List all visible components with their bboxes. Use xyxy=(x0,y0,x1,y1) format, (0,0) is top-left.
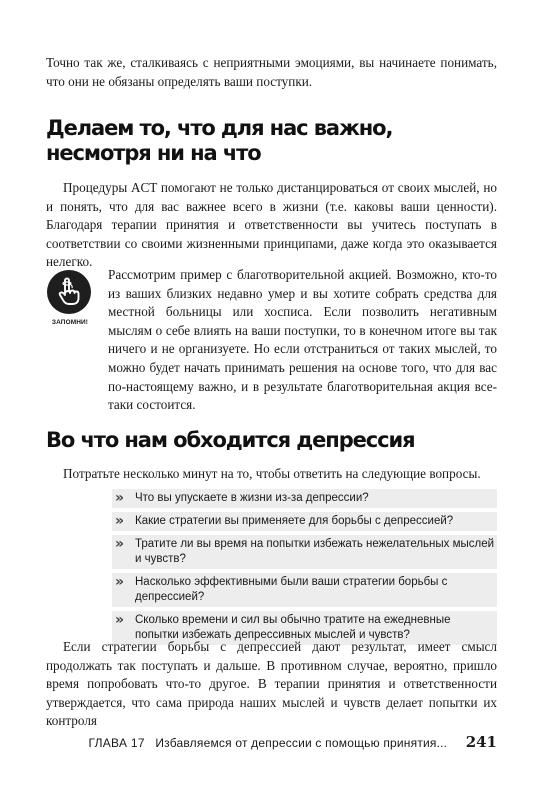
list-item xyxy=(112,535,497,569)
footer-chapter-title: Избавляемся от депрессии с помощью принятия... xyxy=(155,736,448,750)
footer-chapter: ГЛАВА 17 xyxy=(88,736,145,750)
bullet-chevron-icon: » xyxy=(115,536,125,552)
remember-callout-icon-block xyxy=(44,270,94,326)
list-item xyxy=(112,489,497,508)
bullet-chevron-icon: » xyxy=(115,574,125,590)
values-paragraph xyxy=(46,179,497,272)
intro-text: Точно так же, сталкиваясь с неприятными эмоциями, вы начинаете понимать, что они не обязаны определять ваши поступки. xyxy=(46,55,497,89)
questions-list xyxy=(112,489,497,649)
remember-label: ЗАПОМНИ! xyxy=(51,319,89,326)
question-text: Насколько эффективными были ваши стратегии борьбы с депрессией? xyxy=(135,576,448,603)
questions-lead xyxy=(46,465,497,484)
heading-line-2: несмотря ни на что xyxy=(46,141,261,165)
bullet-chevron-icon: » xyxy=(115,612,125,628)
bullet-chevron-icon: » xyxy=(115,490,125,506)
section-heading-values xyxy=(46,116,392,166)
questions-lead-text: Потратьте несколько минут на то, чтобы ответить на следующие вопросы. xyxy=(63,466,481,481)
question-text: Какие стратегии вы применяете для борьбы с депрессией? xyxy=(135,515,454,527)
values-text: Процедуры ACT помогают не только дистанцироваться от своих мыслей, но и понять, что для вас важнее всего в жизни (т.е. каковы ваши ценности). Благодаря терапии принятия и ответственности вы учитесь поступать в соответствии со своими жизненными принципами, даже когда это оказывается нелегко. xyxy=(46,180,497,270)
list-item xyxy=(112,512,497,531)
heading-line-1: Делаем то, что для нас важно, xyxy=(46,116,393,140)
strategies-text: Если стратегии борьбы с депрессией дают результат, имеет смысл продолжать так поступать и дальше. В противном случае, вероятно, пришло время попробовать что-то другое. В терапии принятия и ответственности утверждается, что сама природа наших мыслей и чувств делает попытки их контроля xyxy=(46,639,497,729)
intro-paragraph xyxy=(46,54,497,91)
remember-paragraph xyxy=(108,266,497,415)
question-text: Тратите ли вы время на попытки избежать нежелательных мыслей и чувств? xyxy=(135,538,495,565)
question-text: Сколько времени и сил вы обычно тратите на ежедневные попытки избежать депрессивных мыслей и чувств? xyxy=(135,614,451,641)
section-heading-depression-cost: Во что нам обходится депрессия xyxy=(46,428,415,452)
page-footer xyxy=(0,733,497,752)
page-number: 241 xyxy=(465,733,497,751)
question-text: Что вы упускаете в жизни из-за депрессии? xyxy=(135,492,369,504)
bullet-chevron-icon: » xyxy=(115,513,125,529)
remember-text: Рассмотрим пример с благотворительной акцией. Возможно, кто-то из ваших близких недавно умер и вы хотите собрать средства для местной больницы или хосписа. Если позволить негативным мыслям о себе влиять на ваши поступки, то в конечном итоге вы так ничего и не организуете. Но если отстраниться от таких мыслей, то можно будет начать принимать решения на основе того, что для вас по-настоящему важно, и в результате благотворительная акция все-таки состоится. xyxy=(108,267,497,413)
finger-tied-string-icon xyxy=(47,270,91,314)
list-item xyxy=(112,573,497,607)
strategies-paragraph xyxy=(46,638,497,731)
